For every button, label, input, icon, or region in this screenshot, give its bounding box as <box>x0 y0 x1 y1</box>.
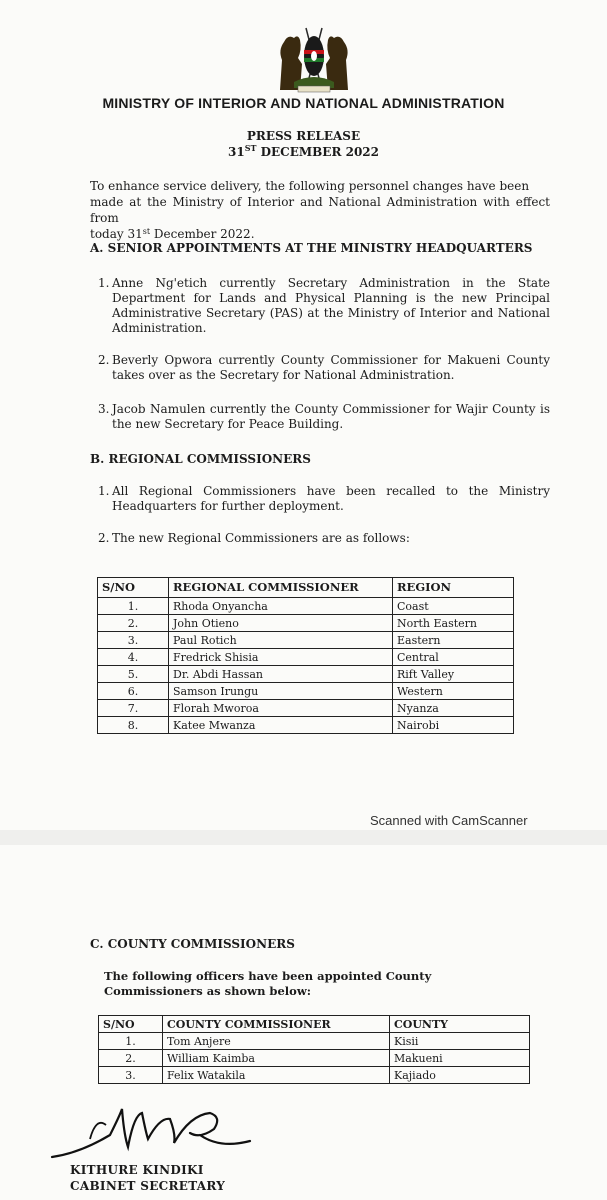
section-c-intro: The following officers have been appointed County Commissioners as shown below: <box>104 969 432 998</box>
release-date: 31ST DECEMBER 2022 <box>228 143 379 159</box>
table-header: COUNTY COMMISSIONER <box>163 1016 390 1033</box>
table-cell: Katee Mwanza <box>169 717 393 734</box>
table-cell: 6. <box>98 683 169 700</box>
list-item: 3. Jacob Namulen currently the County Commissioner for Wajir County is the new Secretary for Peace Building. <box>98 402 550 431</box>
intro-paragraph: To enhance service delivery, the following personnel changes have been made at the Ministry of Interior and National Administration with effect from today 31st December 2022. <box>90 179 550 241</box>
page-divider <box>0 830 607 845</box>
table-row <box>99 1050 530 1067</box>
table-cell: Samson Irungu <box>169 683 393 700</box>
press-release-label: PRESS RELEASE <box>246 129 361 143</box>
signatory-name: KITHURE KINDIKI <box>70 1163 204 1177</box>
table-cell: Rift Valley <box>393 666 514 683</box>
table-cell: 7. <box>98 700 169 717</box>
table-cell: Felix Watakila <box>163 1067 390 1084</box>
coat-of-arms-icon <box>272 20 356 96</box>
table-cell: Western <box>393 683 514 700</box>
table-cell: 8. <box>98 717 169 734</box>
table-row <box>98 683 514 700</box>
table-header: REGIONAL COMMISSIONER <box>169 578 393 598</box>
table-cell: Central <box>393 649 514 666</box>
table-cell: Paul Rotich <box>169 632 393 649</box>
table-cell: 3. <box>99 1067 163 1084</box>
ministry-title: MINISTRY OF INTERIOR AND NATIONAL ADMINISTRATION <box>102 95 505 111</box>
table-row <box>98 598 514 615</box>
table-cell: Eastern <box>393 632 514 649</box>
list-item: 2. The new Regional Commissioners are as follows: <box>98 531 410 545</box>
table-header: REGION <box>393 578 514 598</box>
section-a-heading: A. SENIOR APPOINTMENTS AT THE MINISTRY HEADQUARTERS <box>90 241 533 255</box>
table-cell: 1. <box>99 1033 163 1050</box>
table-cell: Florah Mworoa <box>169 700 393 717</box>
table-row <box>99 1067 530 1084</box>
section-c-heading: C. COUNTY COMMISSIONERS <box>90 937 295 951</box>
table-row <box>98 632 514 649</box>
table-cell: 5. <box>98 666 169 683</box>
table-row <box>98 700 514 717</box>
table-cell: William Kaimba <box>163 1050 390 1067</box>
list-item: 1. Anne Ng'etich currently Secretary Administration in the State Department for Lands and Physical Planning is the new Principal Administrative Secretary (PAS) at the Ministry of Interior and National Administration. <box>98 276 550 335</box>
list-item: 1. All Regional Commissioners have been recalled to the Ministry Headquarters for further deployment. <box>98 484 550 513</box>
table-row <box>98 615 514 632</box>
table-row <box>98 666 514 683</box>
signature <box>50 1095 270 1170</box>
table-cell: Dr. Abdi Hassan <box>169 666 393 683</box>
table-cell: 4. <box>98 649 169 666</box>
table-header: S/NO <box>99 1016 163 1033</box>
table-cell: 1. <box>98 598 169 615</box>
table-cell: Coast <box>393 598 514 615</box>
table-cell: 2. <box>99 1050 163 1067</box>
signatory-title: CABINET SECRETARY <box>70 1179 226 1193</box>
table-header-row <box>98 578 514 598</box>
table-header: S/NO <box>98 578 169 598</box>
table-row <box>98 649 514 666</box>
table-cell: North Eastern <box>393 615 514 632</box>
table-cell: Nyanza <box>393 700 514 717</box>
county-commissioners-table <box>98 1015 530 1084</box>
table-cell: John Otieno <box>169 615 393 632</box>
table-cell: Makueni <box>390 1050 530 1067</box>
table-row <box>98 717 514 734</box>
table-cell: 3. <box>98 632 169 649</box>
section-b-heading: B. REGIONAL COMMISSIONERS <box>90 452 311 466</box>
regional-commissioners-table <box>97 577 514 734</box>
table-cell: Rhoda Onyancha <box>169 598 393 615</box>
document-page-2 <box>0 845 607 1200</box>
scanner-watermark: Scanned with CamScanner <box>370 813 528 828</box>
table-cell: 2. <box>98 615 169 632</box>
table-cell: Kajiado <box>390 1067 530 1084</box>
table-cell: Kisii <box>390 1033 530 1050</box>
table-cell: Nairobi <box>393 717 514 734</box>
table-header-row <box>99 1016 530 1033</box>
list-item: 2. Beverly Opwora currently County Commissioner for Makueni County takes over as the Secretary for National Administration. <box>98 353 550 382</box>
table-cell: Tom Anjere <box>163 1033 390 1050</box>
table-header: COUNTY <box>390 1016 530 1033</box>
table-cell: Fredrick Shisia <box>169 649 393 666</box>
table-row <box>99 1033 530 1050</box>
